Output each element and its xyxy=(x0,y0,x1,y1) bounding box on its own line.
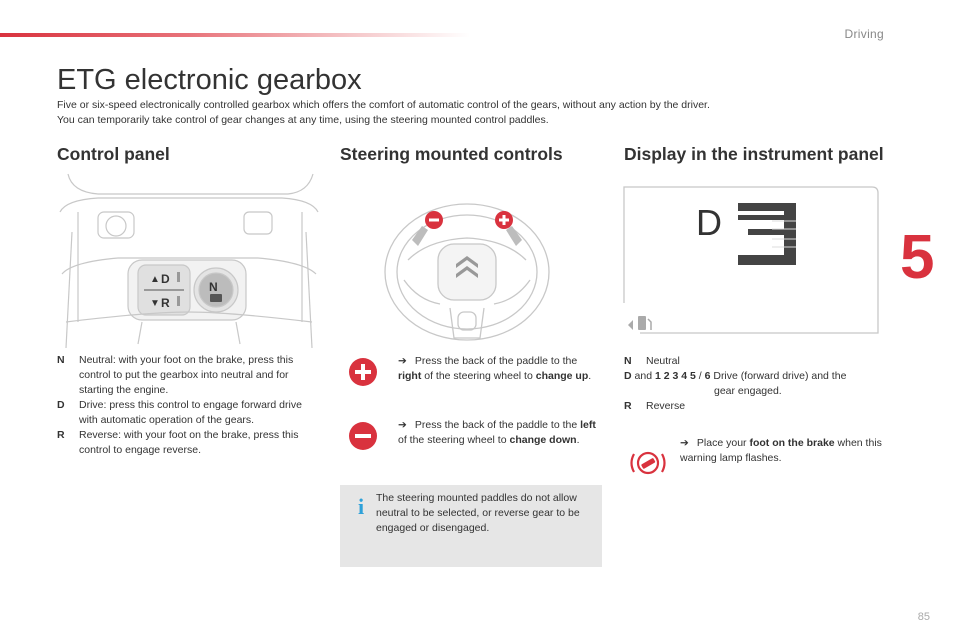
display-legend: N Neutral D and 1 2 3 4 5 / 6 Drive (forward drive) and the gear engaged. R Reverse xyxy=(624,354,894,414)
plus-icon xyxy=(349,358,377,386)
control-panel-heading: Control panel xyxy=(57,144,170,164)
shift-up-instruction: ➔ Press the back of the paddle to the right of the steering wheel to change up. xyxy=(347,354,605,414)
display-panel-heading: Display in the instrument panel xyxy=(624,144,884,164)
display-gear-digit: 3 xyxy=(763,261,764,262)
steering-controls-heading: Steering mounted controls xyxy=(340,144,563,164)
console-r-label: R xyxy=(161,296,170,310)
legend-neutral: N Neutral xyxy=(624,355,680,367)
page-title: ETG electronic gearbox xyxy=(57,64,362,96)
steering-wheel-illustration xyxy=(378,200,556,350)
console-d-label: D xyxy=(161,272,170,286)
arrow-icon: ➔ xyxy=(398,419,407,431)
legend-item-r: R Reverse: with your foot on the brake, press this control to engage reverse. xyxy=(57,429,299,456)
legend-drive: D and 1 2 3 4 5 / 6 Drive (forward drive) and the xyxy=(624,370,847,382)
legend-item-d: D Drive: press this control to engage forward drive with automatic operation of the gears. xyxy=(57,399,302,426)
arrow-icon: ➔ xyxy=(680,437,689,449)
instrument-display-illustration xyxy=(622,185,880,337)
brake-warning-instruction: ➔ Place your foot on the brake when this warning lamp flashes. xyxy=(680,437,882,464)
minus-icon xyxy=(349,422,377,450)
section-name: Driving xyxy=(844,27,884,41)
page-number: 85 xyxy=(917,611,930,623)
legend-item-n: N Neutral: with your foot on the brake, press this control to put the gearbox into neutral and for starting the engine. xyxy=(57,354,294,396)
svg-text:▼: ▼ xyxy=(150,298,160,309)
info-note xyxy=(340,485,602,567)
header-accent-bar xyxy=(0,33,470,37)
display-mode-letter: D xyxy=(696,202,722,243)
control-panel-legend xyxy=(57,353,322,458)
intro-line-1: Five or six-speed electronically controlled gearbox which offers the comfort of automatic control of the gears, without any action by the driver. xyxy=(57,99,710,111)
shift-down-instruction: ➔ Press the back of the paddle to the left of the steering wheel to change down. xyxy=(347,418,605,478)
arrow-icon: ➔ xyxy=(398,355,407,367)
intro-paragraph xyxy=(57,98,877,128)
gear-console-illustration xyxy=(58,172,320,348)
info-note-text: The steering mounted paddles do not allow neutral to be selected, or reverse gear to be engaged or disengaged. xyxy=(376,492,580,534)
legend-reverse: R Reverse xyxy=(624,400,686,412)
console-n-label: N xyxy=(209,280,218,294)
info-icon: i xyxy=(357,494,365,519)
foot-on-brake-warning-icon xyxy=(627,449,669,477)
svg-text:▲: ▲ xyxy=(150,274,160,285)
chapter-number: 5 xyxy=(900,223,935,292)
intro-line-2: You can temporarily take control of gear changes at any time, using the steering mounted control paddles. xyxy=(57,114,549,126)
